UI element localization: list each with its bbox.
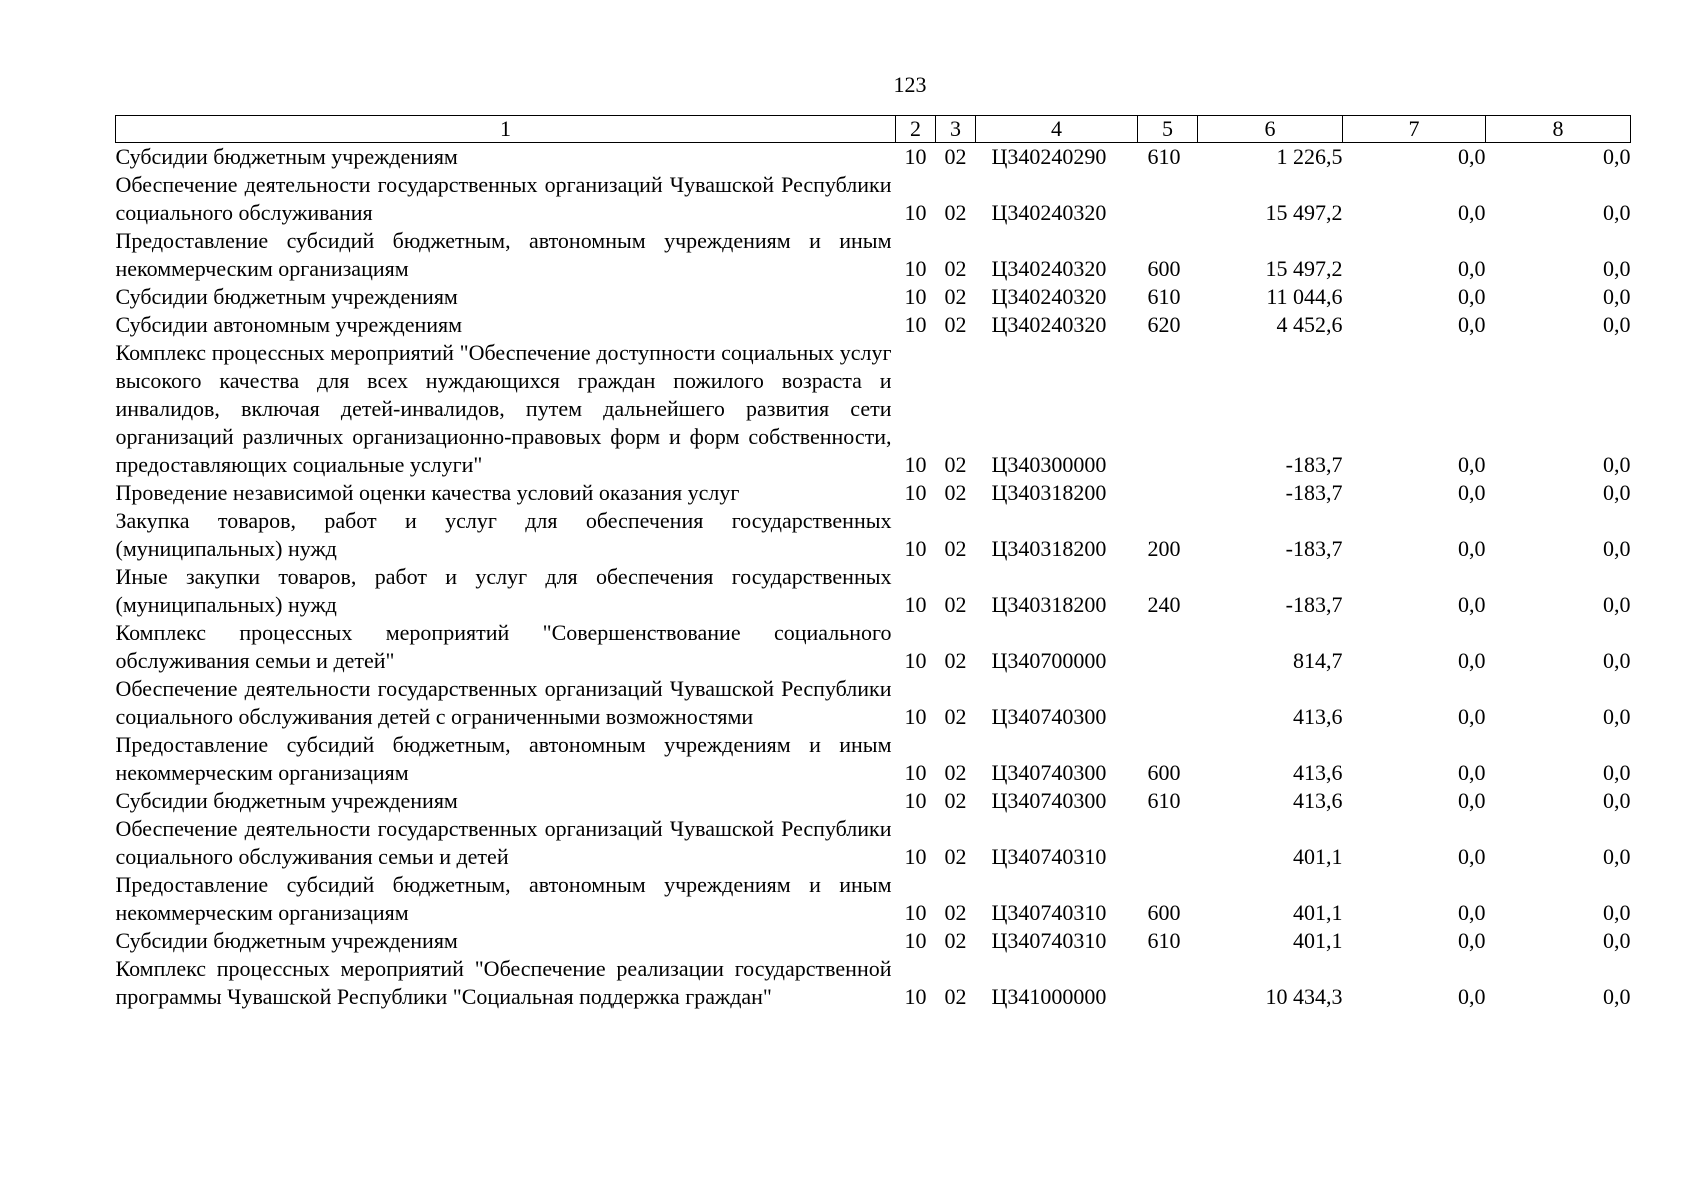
amount-col-6: 401,1 <box>1293 900 1343 925</box>
amount-col-7: 0,0 <box>1458 144 1486 169</box>
header-col-5: 5 <box>1138 116 1198 143</box>
expense-type-code: 610 <box>1147 284 1181 309</box>
table-row <box>116 955 1631 1011</box>
subsection-code: 02 <box>944 452 967 477</box>
target-article-code: Ц340318200 <box>991 480 1107 505</box>
amount-col-8: 0,0 <box>1603 704 1631 729</box>
amount-col-6: 11 044,6 <box>1266 284 1343 309</box>
row-description: Субсидии бюджетным учреждениям <box>115 788 458 813</box>
amount-col-8: 0,0 <box>1603 256 1631 281</box>
amount-col-8: 0,0 <box>1603 928 1631 953</box>
amount-col-7: 0,0 <box>1458 312 1486 337</box>
amount-col-7: 0,0 <box>1458 984 1486 1009</box>
amount-col-8: 0,0 <box>1603 760 1631 785</box>
header-row <box>116 116 1631 143</box>
row-description: Субсидии бюджетным учреждениям <box>115 928 458 953</box>
section-code: 10 <box>904 704 927 729</box>
expense-type-code <box>1138 675 1198 731</box>
amount-col-7: 0,0 <box>1458 480 1486 505</box>
row-description: Субсидии автономным учреждениям <box>115 312 463 337</box>
table-row <box>116 871 1631 927</box>
subsection-code: 02 <box>944 928 967 953</box>
table-row <box>116 339 1631 479</box>
expense-type-code <box>1138 339 1198 479</box>
expense-type-code: 610 <box>1147 788 1181 813</box>
subsection-code: 02 <box>944 984 967 1009</box>
amount-col-6: 413,6 <box>1293 760 1343 785</box>
row-description: Иные закупки товаров, работ и услуг для обеспечения государственных (муниципальных) нужд <box>115 564 892 617</box>
amount-col-8: 0,0 <box>1603 284 1631 309</box>
subsection-code: 02 <box>944 760 967 785</box>
subsection-code: 02 <box>944 284 967 309</box>
target-article-code: Ц341000000 <box>991 984 1107 1009</box>
expense-type-code: 610 <box>1147 144 1181 169</box>
row-description: Обеспечение деятельности государственных организаций Чувашской Республики социального обслуживания детей с ограниченными возможностями <box>115 676 892 729</box>
section-code: 10 <box>904 256 927 281</box>
subsection-code: 02 <box>944 648 967 673</box>
header-col-2: 2 <box>896 116 936 143</box>
amount-col-7: 0,0 <box>1458 256 1486 281</box>
section-code: 10 <box>904 452 927 477</box>
row-description: Субсидии бюджетным учреждениям <box>115 144 458 169</box>
subsection-code: 02 <box>944 592 967 617</box>
amount-col-7: 0,0 <box>1458 788 1486 813</box>
subsection-code: 02 <box>944 900 967 925</box>
section-code: 10 <box>904 200 927 225</box>
expense-type-code <box>1138 479 1198 507</box>
section-code: 10 <box>904 788 927 813</box>
expense-type-code <box>1138 619 1198 675</box>
row-description: Предоставление субсидий бюджетным, автономным учреждениям и иным некоммерческим организациям <box>115 732 892 785</box>
table-row <box>116 479 1631 507</box>
amount-col-6: 814,7 <box>1293 648 1343 673</box>
section-code: 10 <box>904 536 927 561</box>
header-col-3: 3 <box>936 116 976 143</box>
header-col-1: 1 <box>116 116 896 143</box>
amount-col-8: 0,0 <box>1603 480 1631 505</box>
amount-col-8: 0,0 <box>1603 452 1631 477</box>
subsection-code: 02 <box>944 788 967 813</box>
row-description: Комплекс процессных мероприятий "Обеспечение реализации государственной программы Чувашской Республики "Социальная поддержка граждан" <box>115 956 892 1009</box>
target-article-code: Ц340240320 <box>991 200 1107 225</box>
section-code: 10 <box>904 480 927 505</box>
target-article-code: Ц340240320 <box>991 312 1107 337</box>
header-col-4: 4 <box>976 116 1138 143</box>
section-code: 10 <box>904 844 927 869</box>
row-description: Комплекс процессных мероприятий "Совершенствование социального обслуживания семьи и детей" <box>115 620 892 673</box>
subsection-code: 02 <box>944 536 967 561</box>
row-description: Предоставление субсидий бюджетным, автономным учреждениям и иным некоммерческим организациям <box>115 872 892 925</box>
amount-col-6: 15 497,2 <box>1265 256 1343 281</box>
header-col-7: 7 <box>1343 116 1486 143</box>
section-code: 10 <box>904 284 927 309</box>
section-code: 10 <box>904 648 927 673</box>
table-row <box>116 815 1631 871</box>
table-row <box>116 143 1631 172</box>
target-article-code: Ц340700000 <box>991 648 1107 673</box>
row-description: Субсидии бюджетным учреждениям <box>115 284 458 309</box>
row-description: Закупка товаров, работ и услуг для обеспечения государственных (муниципальных) нужд <box>115 508 892 561</box>
budget-table <box>115 115 1631 1011</box>
row-description: Проведение независимой оценки качества условий оказания услуг <box>115 480 740 505</box>
expense-type-code <box>1138 171 1198 227</box>
expense-type-code: 620 <box>1147 312 1181 337</box>
section-code: 10 <box>904 984 927 1009</box>
amount-col-7: 0,0 <box>1458 200 1486 225</box>
amount-col-8: 0,0 <box>1603 900 1631 925</box>
expense-type-code <box>1138 815 1198 871</box>
target-article-code: Ц340740310 <box>991 844 1107 869</box>
table-row <box>116 563 1631 619</box>
table-row <box>116 171 1631 227</box>
header-col-8: 8 <box>1486 116 1631 143</box>
target-article-code: Ц340740310 <box>991 900 1107 925</box>
expense-type-code: 240 <box>1147 592 1181 617</box>
target-article-code: Ц340318200 <box>991 536 1107 561</box>
amount-col-8: 0,0 <box>1603 648 1631 673</box>
row-description: Обеспечение деятельности государственных организаций Чувашской Республики социального обслуживания семьи и детей <box>115 816 892 869</box>
amount-col-8: 0,0 <box>1603 312 1631 337</box>
expense-type-code: 200 <box>1147 536 1181 561</box>
amount-col-8: 0,0 <box>1603 200 1631 225</box>
amount-col-7: 0,0 <box>1458 648 1486 673</box>
amount-col-6: -183,7 <box>1285 480 1343 505</box>
expense-type-code <box>1138 955 1198 1011</box>
target-article-code: Ц340240290 <box>991 144 1107 169</box>
table-row <box>116 927 1631 955</box>
subsection-code: 02 <box>944 312 967 337</box>
row-description: Комплекс процессных мероприятий "Обеспечение доступности социальных услуг высокого качества для всех нуждающихся граждан пожилого возраста и инвалидов, включая детей-инвалидов, путем дальнейшего развития сети организаций различных организационно-правовых форм и форм собственности, предоставляющих социальные услуги" <box>115 340 892 477</box>
target-article-code: Ц340240320 <box>991 284 1107 309</box>
section-code: 10 <box>904 312 927 337</box>
expense-type-code: 610 <box>1147 928 1181 953</box>
section-code: 10 <box>904 760 927 785</box>
amount-col-7: 0,0 <box>1458 592 1486 617</box>
amount-col-6: -183,7 <box>1285 452 1343 477</box>
subsection-code: 02 <box>944 144 967 169</box>
amount-col-6: 4 452,6 <box>1276 312 1343 337</box>
amount-col-6: -183,7 <box>1285 592 1343 617</box>
table-row <box>116 227 1631 283</box>
amount-col-7: 0,0 <box>1458 284 1486 309</box>
amount-col-7: 0,0 <box>1458 704 1486 729</box>
amount-col-7: 0,0 <box>1458 536 1486 561</box>
table-row <box>116 787 1631 815</box>
amount-col-6: 1 226,5 <box>1276 144 1343 169</box>
subsection-code: 02 <box>944 480 967 505</box>
row-description: Обеспечение деятельности государственных организаций Чувашской Республики социального обслуживания <box>115 172 892 225</box>
table-row <box>116 675 1631 731</box>
table-row <box>116 507 1631 563</box>
target-article-code: Ц340300000 <box>991 452 1107 477</box>
target-article-code: Ц340240320 <box>991 256 1107 281</box>
subsection-code: 02 <box>944 200 967 225</box>
expense-type-code: 600 <box>1147 256 1181 281</box>
subsection-code: 02 <box>944 844 967 869</box>
amount-col-8: 0,0 <box>1603 592 1631 617</box>
row-description: Предоставление субсидий бюджетным, автономным учреждениям и иным некоммерческим организациям <box>115 228 892 281</box>
amount-col-8: 0,0 <box>1603 144 1631 169</box>
amount-col-7: 0,0 <box>1458 760 1486 785</box>
amount-col-7: 0,0 <box>1458 928 1486 953</box>
subsection-code: 02 <box>944 256 967 281</box>
amount-col-6: 413,6 <box>1293 704 1343 729</box>
target-article-code: Ц340740300 <box>991 760 1107 785</box>
expense-type-code: 600 <box>1147 900 1181 925</box>
amount-col-8: 0,0 <box>1603 788 1631 813</box>
amount-col-6: -183,7 <box>1285 536 1343 561</box>
section-code: 10 <box>904 144 927 169</box>
amount-col-6: 10 434,3 <box>1265 984 1343 1009</box>
amount-col-6: 413,6 <box>1293 788 1343 813</box>
amount-col-6: 401,1 <box>1293 844 1343 869</box>
expense-type-code: 600 <box>1147 760 1181 785</box>
amount-col-6: 15 497,2 <box>1265 200 1343 225</box>
header-col-6: 6 <box>1198 116 1343 143</box>
target-article-code: Ц340740300 <box>991 788 1107 813</box>
amount-col-8: 0,0 <box>1603 844 1631 869</box>
amount-col-8: 0,0 <box>1603 536 1631 561</box>
section-code: 10 <box>904 592 927 617</box>
subsection-code: 02 <box>944 704 967 729</box>
target-article-code: Ц340740300 <box>991 704 1107 729</box>
section-code: 10 <box>904 928 927 953</box>
amount-col-8: 0,0 <box>1603 984 1631 1009</box>
amount-col-7: 0,0 <box>1458 900 1486 925</box>
page-number: 123 <box>893 72 927 97</box>
section-code: 10 <box>904 900 927 925</box>
amount-col-7: 0,0 <box>1458 452 1486 477</box>
table-row <box>116 311 1631 339</box>
table-row <box>116 283 1631 311</box>
amount-col-7: 0,0 <box>1458 844 1486 869</box>
table-row <box>116 619 1631 675</box>
amount-col-6: 401,1 <box>1293 928 1343 953</box>
target-article-code: Ц340740310 <box>991 928 1107 953</box>
target-article-code: Ц340318200 <box>991 592 1107 617</box>
table-row <box>116 731 1631 787</box>
